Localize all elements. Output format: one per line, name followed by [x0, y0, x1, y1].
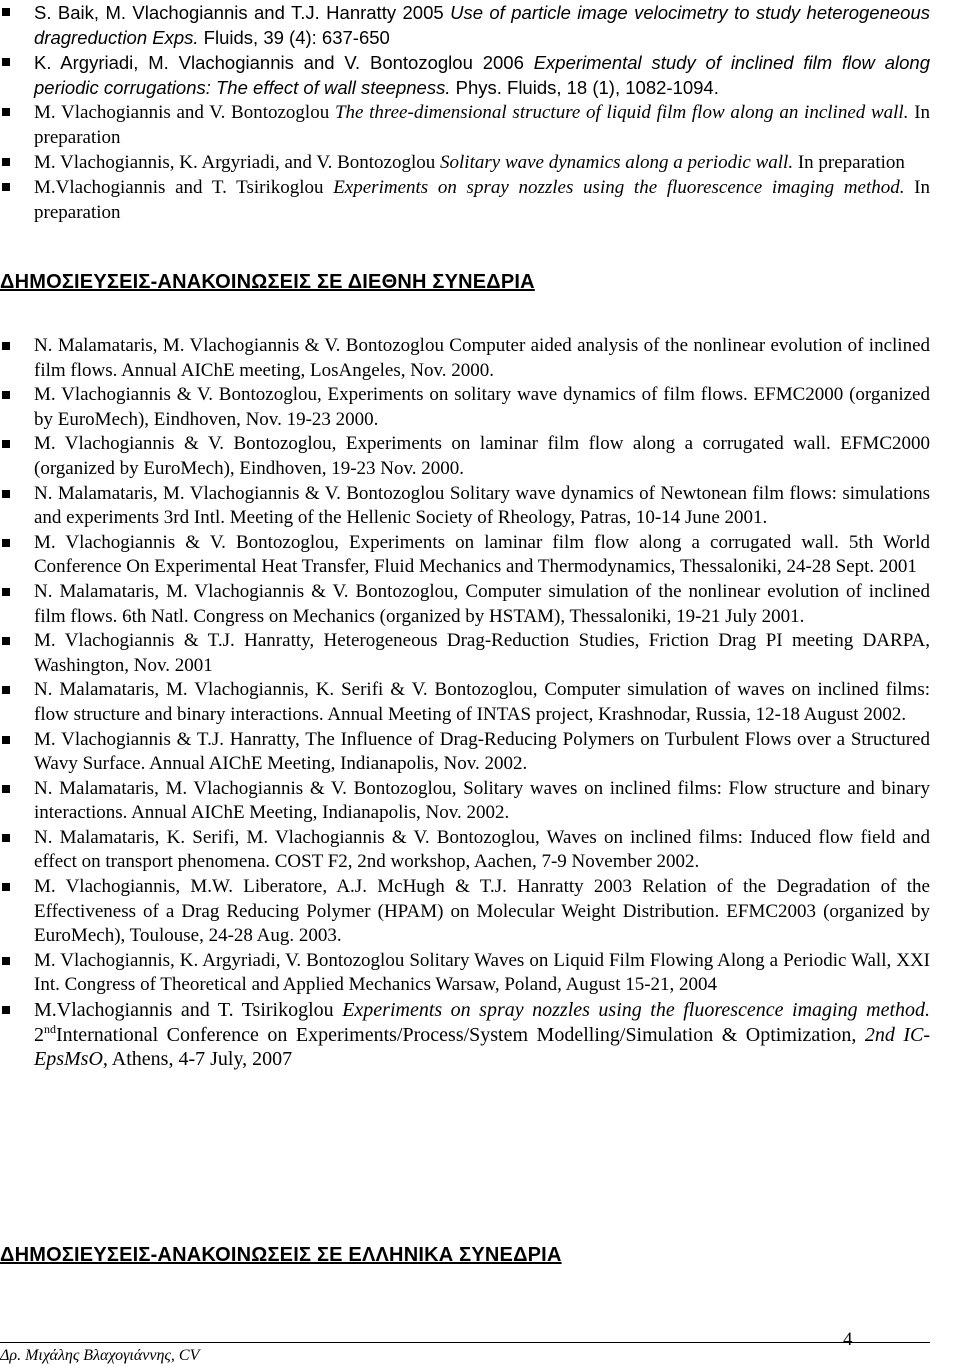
conference-item: M. Vlachogiannis, M.W. Liberatore, A.J. McHugh & T.J. Hanratty 2003 Relation of the Degradation of the Effectiveness of a Drag Reducing Polymer (HPAM) on Molecular Weight Distribution. EFMC2003 (organized by EuroMech), Toulouse, 24-28 Aug. 2003. [0, 875, 930, 949]
publication-item: M.Vlachogiannis and T. Tsirikoglou Experiments on spray nozzles using the fluorescence imaging method. In preparation [0, 175, 930, 225]
publication-item: M. Vlachogiannis, K. Argyriadi, and V. Bontozoglou Solitary wave dynamics along a periodic wall. In preparation [0, 150, 930, 175]
conference-item: N. Malamataris, M. Vlachogiannis & V. Bontozoglou Computer aided analysis of the nonlinear evolution of inclined film flows. Annual AIChE meeting, LosAngeles, Nov. 2000. [0, 334, 930, 383]
conference-item: N. Malamataris, K. Serifi, M. Vlachogiannis & V. Bontozoglou, Waves on inclined films: Induced flow field and effect on transport phenomena. COST F2, 2nd workshop, Aachen, 7-9 November 2002. [0, 826, 930, 875]
publication-item: M. Vlachogiannis and V. Bontozoglou The three-dimensional structure of liquid film flow along an inclined wall. In preparation [0, 100, 930, 150]
footer-author: Δρ. Μιχάλης Βλαχογιάννης, CV [0, 1347, 200, 1364]
conference-item: N. Malamataris, M. Vlachogiannis & V. Bontozoglou Solitary wave dynamics of Newtonean film flows: simulations and experiments 3rd Intl. Meeting of the Hellenic Society of Rheology, Patras, 10-14 June 2001. [0, 482, 930, 531]
conference-item: M. Vlachogiannis & V. Bontozoglou, Experiments on laminar film flow along a corrugated wall. 5th World Conference On Experimental Heat Transfer, Fluid Mechanics and Thermodynamics, Thessaloniki, 24-28 Sept. 2001 [0, 531, 930, 580]
conference-item: M.Vlachogiannis and T. Tsirikoglou Experiments on spray nozzles using the fluorescence imaging method. 2ndInternational Conference on Experiments/Process/System Modelling/Simulation & Optimization, 2nd IC-EpsMsO, Athens, 4-7 July, 2007 [0, 998, 930, 1072]
publication-item: K. Argyriadi, M. Vlachogiannis and V. Bontozoglou 2006 Experimental study of inclined film flow along periodic corrugations: The effect of wall steepness. Phys. Fluids, 18 (1), 1082-1094. [0, 50, 930, 100]
section-heading-international-conferences: ΔΗΜΟΣΙΕΥΣΕΙΣ-ΑΝΑΚΟΙΝΩΣΕΙΣ ΣΕ ΔΙΕΘΝΗ ΣΥΝΕΔΡΙΑ [0, 271, 535, 293]
conference-item: N. Malamataris, M. Vlachogiannis, K. Serifi & V. Bontozoglou, Computer simulation of waves on inclined films: flow structure and binary interactions. Annual Meeting of INTAS project, Krashnodar, Russia, 12-18 August 2002. [0, 678, 930, 727]
page-number: 4 [843, 1329, 853, 1350]
conference-item: M. Vlachogiannis & T.J. Hanratty, The Influence of Drag-Reducing Polymers on Turbulent Flows over a Structured Wavy Surface. Annual AIChE Meeting, Indianapolis, Nov. 2002. [0, 728, 930, 777]
publication-item: S. Baik, M. Vlachogiannis and T.J. Hanratty 2005 Use of particle image velocimetry to study heterogeneous dragreduction Exps. Fluids, 39 (4): 637-650 [0, 0, 930, 50]
conference-item: M. Vlachogiannis & T.J. Hanratty, Heterogeneous Drag-Reduction Studies, Friction Drag PI meeting DARPA, Washington, Nov. 2001 [0, 629, 930, 678]
journal-publications-list [0, 0, 930, 225]
conference-item: M. Vlachogiannis & V. Bontozoglou, Experiments on solitary wave dynamics of film flows. EFMC2000 (organized by EuroMech), Eindhoven, Nov. 19-23 2000. [0, 383, 930, 432]
conference-list [0, 334, 930, 1072]
section-heading-greek-conferences: ΔΗΜΟΣΙΕΥΣΕΙΣ-ΑΝΑΚΟΙΝΩΣΕΙΣ ΣΕ ΕΛΛΗΝΙΚΑ ΣΥΝΕΔΡΙΑ [0, 1244, 562, 1266]
footer-divider [0, 1342, 930, 1343]
conference-item: M. Vlachogiannis, K. Argyriadi, V. Bontozoglou Solitary Waves on Liquid Film Flowing Along a Periodic Wall, XXI Int. Congress of Theoretical and Applied Mechanics Warsaw, Poland, August 15-21, 2004 [0, 949, 930, 998]
conference-item: N. Malamataris, M. Vlachogiannis & V. Bontozoglou, Solitary waves on inclined films: Flow structure and binary interactions. Annual AIChE Meeting, Indianapolis, Nov. 2002. [0, 777, 930, 826]
conference-item: M. Vlachogiannis & V. Bontozoglou, Experiments on laminar film flow along a corrugated wall. EFMC2000 (organized by EuroMech), Eindhoven, 19-23 Nov. 2000. [0, 432, 930, 481]
conference-item: N. Malamataris, M. Vlachogiannis & V. Bontozoglou, Computer simulation of the nonlinear evolution of inclined film flows. 6th Natl. Congress on Mechanics (organized by HSTAM), Thessaloniki, 19-21 July 2001. [0, 580, 930, 629]
